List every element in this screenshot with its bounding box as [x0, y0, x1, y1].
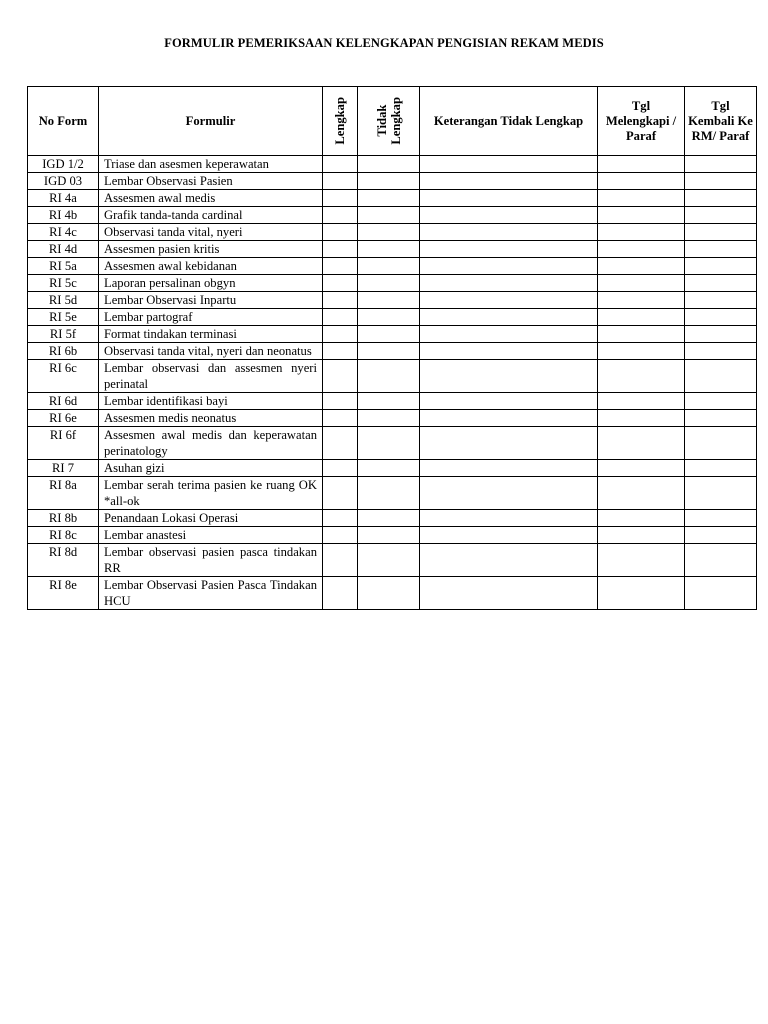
row-formulir: Observasi tanda vital, nyeri dan neonatus: [99, 343, 323, 360]
cell-keterangan[interactable]: [420, 360, 598, 393]
table-row: [28, 510, 757, 527]
cell-tidak-lengkap[interactable]: [358, 224, 420, 241]
row-no-form: RI 5f: [28, 326, 99, 343]
table-row: [28, 173, 757, 190]
row-no-form: RI 7: [28, 460, 99, 477]
row-formulir: Lembar Observasi Pasien Pasca Tindakan HCU: [99, 577, 323, 610]
row-formulir: Asuhan gizi: [99, 460, 323, 477]
cell-tgl-kembali[interactable]: [685, 460, 757, 477]
row-no-form: RI 8b: [28, 510, 99, 527]
row-no-form: IGD 1/2: [28, 156, 99, 173]
table-row: [28, 477, 757, 510]
cell-keterangan[interactable]: [420, 477, 598, 510]
row-formulir: Assesmen awal kebidanan: [99, 258, 323, 275]
cell-tgl-kembali[interactable]: [685, 326, 757, 343]
cell-keterangan[interactable]: [420, 510, 598, 527]
cell-lengkap[interactable]: [323, 427, 358, 460]
cell-tgl-melengkapi[interactable]: [598, 224, 685, 241]
row-no-form: RI 6c: [28, 360, 99, 393]
header-tidak-lengkap: [358, 87, 420, 156]
row-formulir: Lembar partograf: [99, 309, 323, 326]
cell-tgl-melengkapi[interactable]: [598, 207, 685, 224]
table-row: [28, 224, 757, 241]
cell-tidak-lengkap[interactable]: [358, 241, 420, 258]
cell-lengkap[interactable]: [323, 292, 358, 309]
cell-keterangan[interactable]: [420, 460, 598, 477]
cell-tgl-melengkapi[interactable]: [598, 544, 685, 577]
cell-keterangan[interactable]: [420, 275, 598, 292]
cell-tgl-melengkapi[interactable]: [598, 477, 685, 510]
row-no-form: RI 8e: [28, 577, 99, 610]
table-row: [28, 258, 757, 275]
cell-lengkap[interactable]: [323, 173, 358, 190]
cell-tgl-kembali[interactable]: [685, 577, 757, 610]
table-row: [28, 393, 757, 410]
cell-keterangan[interactable]: [420, 427, 598, 460]
cell-tgl-melengkapi[interactable]: [598, 360, 685, 393]
cell-tgl-melengkapi[interactable]: [598, 577, 685, 610]
table-row: [28, 275, 757, 292]
cell-lengkap[interactable]: [323, 156, 358, 173]
row-formulir: Lembar observasi pasien pasca tindakan RR: [99, 544, 323, 577]
table-row: [28, 527, 757, 544]
cell-keterangan[interactable]: [420, 410, 598, 427]
row-formulir: Lembar serah terima pasien ke ruang OK *all-ok: [99, 477, 323, 510]
row-formulir: Lembar Observasi Pasien: [99, 173, 323, 190]
table-row: [28, 326, 757, 343]
cell-tgl-melengkapi[interactable]: [598, 527, 685, 544]
cell-tidak-lengkap[interactable]: [358, 275, 420, 292]
cell-tgl-melengkapi[interactable]: [598, 275, 685, 292]
cell-tidak-lengkap[interactable]: [358, 410, 420, 427]
cell-tgl-kembali[interactable]: [685, 510, 757, 527]
cell-tgl-melengkapi[interactable]: [598, 393, 685, 410]
cell-lengkap[interactable]: [323, 224, 358, 241]
row-no-form: RI 8d: [28, 544, 99, 577]
cell-tgl-kembali[interactable]: [685, 275, 757, 292]
row-no-form: IGD 03: [28, 173, 99, 190]
cell-keterangan[interactable]: [420, 544, 598, 577]
cell-tgl-kembali[interactable]: [685, 224, 757, 241]
row-formulir: Assesmen medis neonatus: [99, 410, 323, 427]
table-row: [28, 292, 757, 309]
row-formulir: Lembar anastesi: [99, 527, 323, 544]
row-formulir: Laporan persalinan obgyn: [99, 275, 323, 292]
cell-tgl-melengkapi[interactable]: [598, 309, 685, 326]
row-formulir: Assesmen awal medis dan keperawatan perinatology: [99, 427, 323, 460]
cell-tgl-melengkapi[interactable]: [598, 510, 685, 527]
header-row: [28, 87, 757, 156]
cell-tidak-lengkap[interactable]: [358, 173, 420, 190]
cell-tgl-kembali[interactable]: [685, 527, 757, 544]
cell-tgl-melengkapi[interactable]: [598, 156, 685, 173]
cell-tgl-kembali[interactable]: [685, 156, 757, 173]
row-formulir: Format tindakan terminasi: [99, 326, 323, 343]
header-no-form: No Form: [28, 87, 99, 156]
cell-keterangan[interactable]: [420, 292, 598, 309]
cell-keterangan[interactable]: [420, 527, 598, 544]
cell-tidak-lengkap[interactable]: [358, 427, 420, 460]
cell-tgl-kembali[interactable]: [685, 190, 757, 207]
row-no-form: RI 4d: [28, 241, 99, 258]
cell-keterangan[interactable]: [420, 156, 598, 173]
table-row: [28, 460, 757, 477]
cell-tidak-lengkap[interactable]: [358, 577, 420, 610]
table-row: [28, 309, 757, 326]
row-formulir: Penandaan Lokasi Operasi: [99, 510, 323, 527]
cell-tgl-melengkapi[interactable]: [598, 343, 685, 360]
table-row: [28, 410, 757, 427]
cell-tidak-lengkap[interactable]: [358, 393, 420, 410]
cell-tgl-kembali[interactable]: [685, 173, 757, 190]
cell-lengkap[interactable]: [323, 460, 358, 477]
cell-lengkap[interactable]: [323, 207, 358, 224]
cell-tgl-melengkapi[interactable]: [598, 427, 685, 460]
table-row: [28, 190, 757, 207]
cell-lengkap[interactable]: [323, 360, 358, 393]
table-row: [28, 241, 757, 258]
row-no-form: RI 6b: [28, 343, 99, 360]
cell-lengkap[interactable]: [323, 577, 358, 610]
row-no-form: RI 4b: [28, 207, 99, 224]
cell-lengkap[interactable]: [323, 275, 358, 292]
row-no-form: RI 5e: [28, 309, 99, 326]
cell-tidak-lengkap[interactable]: [358, 510, 420, 527]
cell-tgl-melengkapi[interactable]: [598, 173, 685, 190]
cell-tidak-lengkap[interactable]: [358, 460, 420, 477]
header-tidak-lengkap-label: Tidak Lengkap: [374, 97, 403, 145]
cell-tgl-melengkapi[interactable]: [598, 410, 685, 427]
cell-tidak-lengkap[interactable]: [358, 477, 420, 510]
header-tgl-kembali: Tgl Kembali Ke RM/ Paraf: [685, 87, 757, 156]
cell-tidak-lengkap[interactable]: [358, 360, 420, 393]
cell-tgl-kembali[interactable]: [685, 309, 757, 326]
cell-lengkap[interactable]: [323, 527, 358, 544]
cell-tgl-kembali[interactable]: [685, 393, 757, 410]
cell-tgl-kembali[interactable]: [685, 544, 757, 577]
table-row: [28, 427, 757, 460]
cell-keterangan[interactable]: [420, 224, 598, 241]
cell-tgl-kembali[interactable]: [685, 410, 757, 427]
table-row: [28, 156, 757, 173]
cell-lengkap[interactable]: [323, 343, 358, 360]
cell-keterangan[interactable]: [420, 309, 598, 326]
row-no-form: RI 5a: [28, 258, 99, 275]
cell-tgl-melengkapi[interactable]: [598, 241, 685, 258]
row-formulir: Assesmen pasien kritis: [99, 241, 323, 258]
cell-tidak-lengkap[interactable]: [358, 258, 420, 275]
cell-tgl-melengkapi[interactable]: [598, 190, 685, 207]
header-keterangan: Keterangan Tidak Lengkap: [420, 87, 598, 156]
header-lengkap-label: Lengkap: [333, 97, 347, 145]
cell-keterangan[interactable]: [420, 343, 598, 360]
cell-lengkap[interactable]: [323, 544, 358, 577]
cell-tgl-melengkapi[interactable]: [598, 258, 685, 275]
row-no-form: RI 4c: [28, 224, 99, 241]
cell-keterangan[interactable]: [420, 326, 598, 343]
cell-lengkap[interactable]: [323, 510, 358, 527]
cell-keterangan[interactable]: [420, 577, 598, 610]
cell-keterangan[interactable]: [420, 190, 598, 207]
cell-keterangan[interactable]: [420, 258, 598, 275]
cell-lengkap[interactable]: [323, 477, 358, 510]
table-row: [28, 207, 757, 224]
cell-tidak-lengkap[interactable]: [358, 326, 420, 343]
row-formulir: Lembar Observasi Inpartu: [99, 292, 323, 309]
table-row: [28, 343, 757, 360]
row-no-form: RI 6e: [28, 410, 99, 427]
cell-keterangan[interactable]: [420, 207, 598, 224]
row-formulir: Lembar identifikasi bayi: [99, 393, 323, 410]
cell-tgl-kembali[interactable]: [685, 477, 757, 510]
cell-tgl-kembali[interactable]: [685, 241, 757, 258]
cell-tidak-lengkap[interactable]: [358, 544, 420, 577]
cell-keterangan[interactable]: [420, 241, 598, 258]
document-title: FORMULIR PEMERIKSAAN KELENGKAPAN PENGISIAN REKAM MEDIS: [164, 36, 604, 50]
cell-keterangan[interactable]: [420, 173, 598, 190]
cell-tgl-melengkapi[interactable]: [598, 460, 685, 477]
cell-tidak-lengkap[interactable]: [358, 190, 420, 207]
row-no-form: RI 5d: [28, 292, 99, 309]
cell-lengkap[interactable]: [323, 258, 358, 275]
completeness-table: [27, 86, 757, 610]
cell-tidak-lengkap[interactable]: [358, 309, 420, 326]
cell-tidak-lengkap[interactable]: [358, 292, 420, 309]
row-no-form: RI 4a: [28, 190, 99, 207]
cell-lengkap[interactable]: [323, 190, 358, 207]
cell-tidak-lengkap[interactable]: [358, 207, 420, 224]
row-formulir: Grafik tanda-tanda cardinal: [99, 207, 323, 224]
row-formulir: Triase dan asesmen keperawatan: [99, 156, 323, 173]
row-no-form: RI 8a: [28, 477, 99, 510]
cell-tgl-kembali[interactable]: [685, 360, 757, 393]
cell-tidak-lengkap[interactable]: [358, 527, 420, 544]
cell-lengkap[interactable]: [323, 326, 358, 343]
cell-tgl-melengkapi[interactable]: [598, 292, 685, 309]
table-row: [28, 360, 757, 393]
cell-tgl-melengkapi[interactable]: [598, 326, 685, 343]
row-no-form: RI 5c: [28, 275, 99, 292]
cell-tgl-kembali[interactable]: [685, 343, 757, 360]
row-formulir: Assesmen awal medis: [99, 190, 323, 207]
row-no-form: RI 8c: [28, 527, 99, 544]
header-lengkap: [323, 87, 358, 156]
table-row: [28, 544, 757, 577]
header-tgl-melengkapi: Tgl Melengkapi / Paraf: [598, 87, 685, 156]
cell-lengkap[interactable]: [323, 241, 358, 258]
table-row: [28, 577, 757, 610]
cell-tgl-kembali[interactable]: [685, 258, 757, 275]
cell-tidak-lengkap[interactable]: [358, 343, 420, 360]
cell-lengkap[interactable]: [323, 393, 358, 410]
cell-tidak-lengkap[interactable]: [358, 156, 420, 173]
header-formulir: Formulir: [99, 87, 323, 156]
cell-lengkap[interactable]: [323, 410, 358, 427]
row-no-form: RI 6f: [28, 427, 99, 460]
cell-tgl-kembali[interactable]: [685, 427, 757, 460]
cell-tgl-kembali[interactable]: [685, 207, 757, 224]
row-no-form: RI 6d: [28, 393, 99, 410]
cell-lengkap[interactable]: [323, 309, 358, 326]
cell-keterangan[interactable]: [420, 393, 598, 410]
row-formulir: Lembar observasi dan assesmen nyeri perinatal: [99, 360, 323, 393]
row-formulir: Observasi tanda vital, nyeri: [99, 224, 323, 241]
cell-tgl-kembali[interactable]: [685, 292, 757, 309]
